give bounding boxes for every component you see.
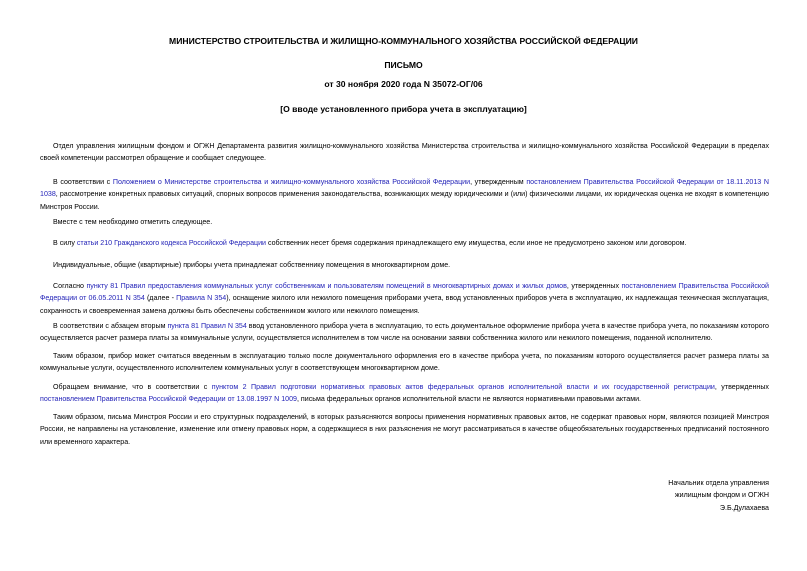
paragraph-6: Согласно пункту 81 Правил предоставления коммунальных услуг собственникам и пользователям помещений в многоквартирных домах и жилых домов, утвержденных постановлением Правительства Российской Федерации от 06.05.2011 N 354 (далее - Правила N 354), оснащение жилого или нежилого помещения приборами учета, ввод установленных приборов учета в эксплуатацию, их надлежащая техническая эксплуатация, сохранность и своевременная замена должны быть обеспечены собственником жилого или нежилого помещения. (40, 282, 769, 315)
paragraph-4: В силу статьи 210 Гражданского кодекса Российской Федерации собственник несет бремя содержания принадлежащего ему имущества, если иное не предусмотрено законом или договором. (53, 239, 687, 247)
paragraph-10: Таким образом, письма Минстроя России и его структурных подразделений, в которых разъясняются вопросы применения нормативных правовых актов, не содержат правовых норм, являются позицией Минстроя России, не направлены на установление, изменение или отмену правовых норм, а содержащиеся в них разъяснения не могут рассматриваться в качестве общеобязательных государственных предписаний постоянного или временного характера. (40, 413, 769, 446)
ministry-heading: МИНИСТЕРСТВО СТРОИТЕЛЬСТВА И ЖИЛИЩНО-КОММУНАЛЬНОГО ХОЗЯЙСТВА РОССИЙСКОЙ ФЕДЕРАЦИИ (169, 36, 638, 46)
signature-name: Э.Б.Дулахаева (719, 503, 769, 512)
document-type: ПИСЬМО (384, 60, 423, 70)
link-rules-point-2[interactable]: пунктом 2 Правил подготовки нормативных правовых актов федеральных органов исполнительной власти и их государственной регистрации (211, 383, 715, 391)
link-rules-point-81[interactable]: пункту 81 Правил предоставления коммунальных услуг собственникам и пользователям помещений в многоквартирных домах и жилых домов (86, 282, 567, 290)
signature-position-line-1: Начальник отдела управления (668, 479, 769, 487)
link-point-81-rules-354[interactable]: пункта 81 Правил N 354 (167, 322, 247, 330)
link-ministry-regulation[interactable]: Положением о Министерстве строительства и жилищно-коммунального хозяйства Российской Федерации (112, 178, 471, 186)
link-government-decree-1038[interactable]: постановлением Правительства Российской Федерации от 18.11.2013 N 1038 (40, 178, 769, 199)
link-government-decree-354[interactable]: постановлением Правительства Российской Федерации от 06.05.2011 N 354 (40, 282, 769, 303)
document-date-number: от 30 ноября 2020 года N 35072-ОГ/06 (324, 79, 483, 89)
paragraph-2: В соответствии с Положением о Министерстве строительства и жилищно-коммунального хозяйства Российской Федерации, утвержденным постановлением Правительства Российской Федерации от 18.11.2013 N 1038, рассмотрение конкретных правовых ситуаций, спорных вопросов применения законодательства, возникающих между юридическими и (или) физическими лицами, их юридическая оценка не входят в компетенцию Минстроя России. (40, 178, 769, 211)
paragraph-7: В соответствии с абзацем вторым пункта 81 Правил N 354 ввод установленного прибора учета в эксплуатацию, то есть документальное оформление прибора учета в качестве прибора учета, по показаниям которого осуществляется расчет размера платы за коммунальные услуги, осуществляется исполнителем в том числе на основании заявки собственника жилого или нежилого помещения, поданной исполнителю. (40, 322, 769, 343)
link-government-decree-1009[interactable]: постановлением Правительства Российской Федерации от 13.08.1997 N 1009 (40, 395, 297, 404)
link-civil-code-article-210[interactable]: статьи 210 Гражданского кодекса Российской Федерации (76, 239, 267, 247)
document-title: [О вводе установленного прибора учета в эксплуатацию] (280, 104, 527, 114)
paragraph-9: Обращаем внимание, что в соответствии с пунктом 2 Правил подготовки нормативных правовых актов федеральных органов исполнительной власти и их государственной регистрации, утвержденных постановлением Правительства Российской Федерации от 13.08.1997 N 1009, письма федеральных органов исполнительной власти не являются нормативными правовыми актами. (40, 383, 769, 404)
paragraph-3: Вместе с тем необходимо отметить следующее. (53, 218, 213, 226)
signature-position-line-2: жилищным фондом и ОГЖН (674, 491, 769, 500)
signature-block (668, 477, 769, 514)
link-rules-354[interactable]: Правила N 354 (176, 294, 227, 303)
paragraph-5: Индивидуальные, общие (квартирные) приборы учета принадлежат собственнику помещения в многоквартирном доме. (53, 261, 451, 269)
paragraph-1: Отдел управления жилищным фондом и ОГЖН Департамента развития жилищно-коммунального хозяйства Министерства строительства и жилищно-коммунального хозяйства Российской Федерации в пределах своей компетенции рассмотрел обращение и сообщает следующее. (40, 142, 769, 163)
paragraph-8: Таким образом, прибор может считаться введенным в эксплуатацию только после документального оформления его в качестве прибора учета, по показаниям которого осуществляется расчет размера платы за коммунальные услуги, осуществленного исполнителем коммунальных услуг в соответствующем многоквартирном доме. (40, 352, 769, 373)
